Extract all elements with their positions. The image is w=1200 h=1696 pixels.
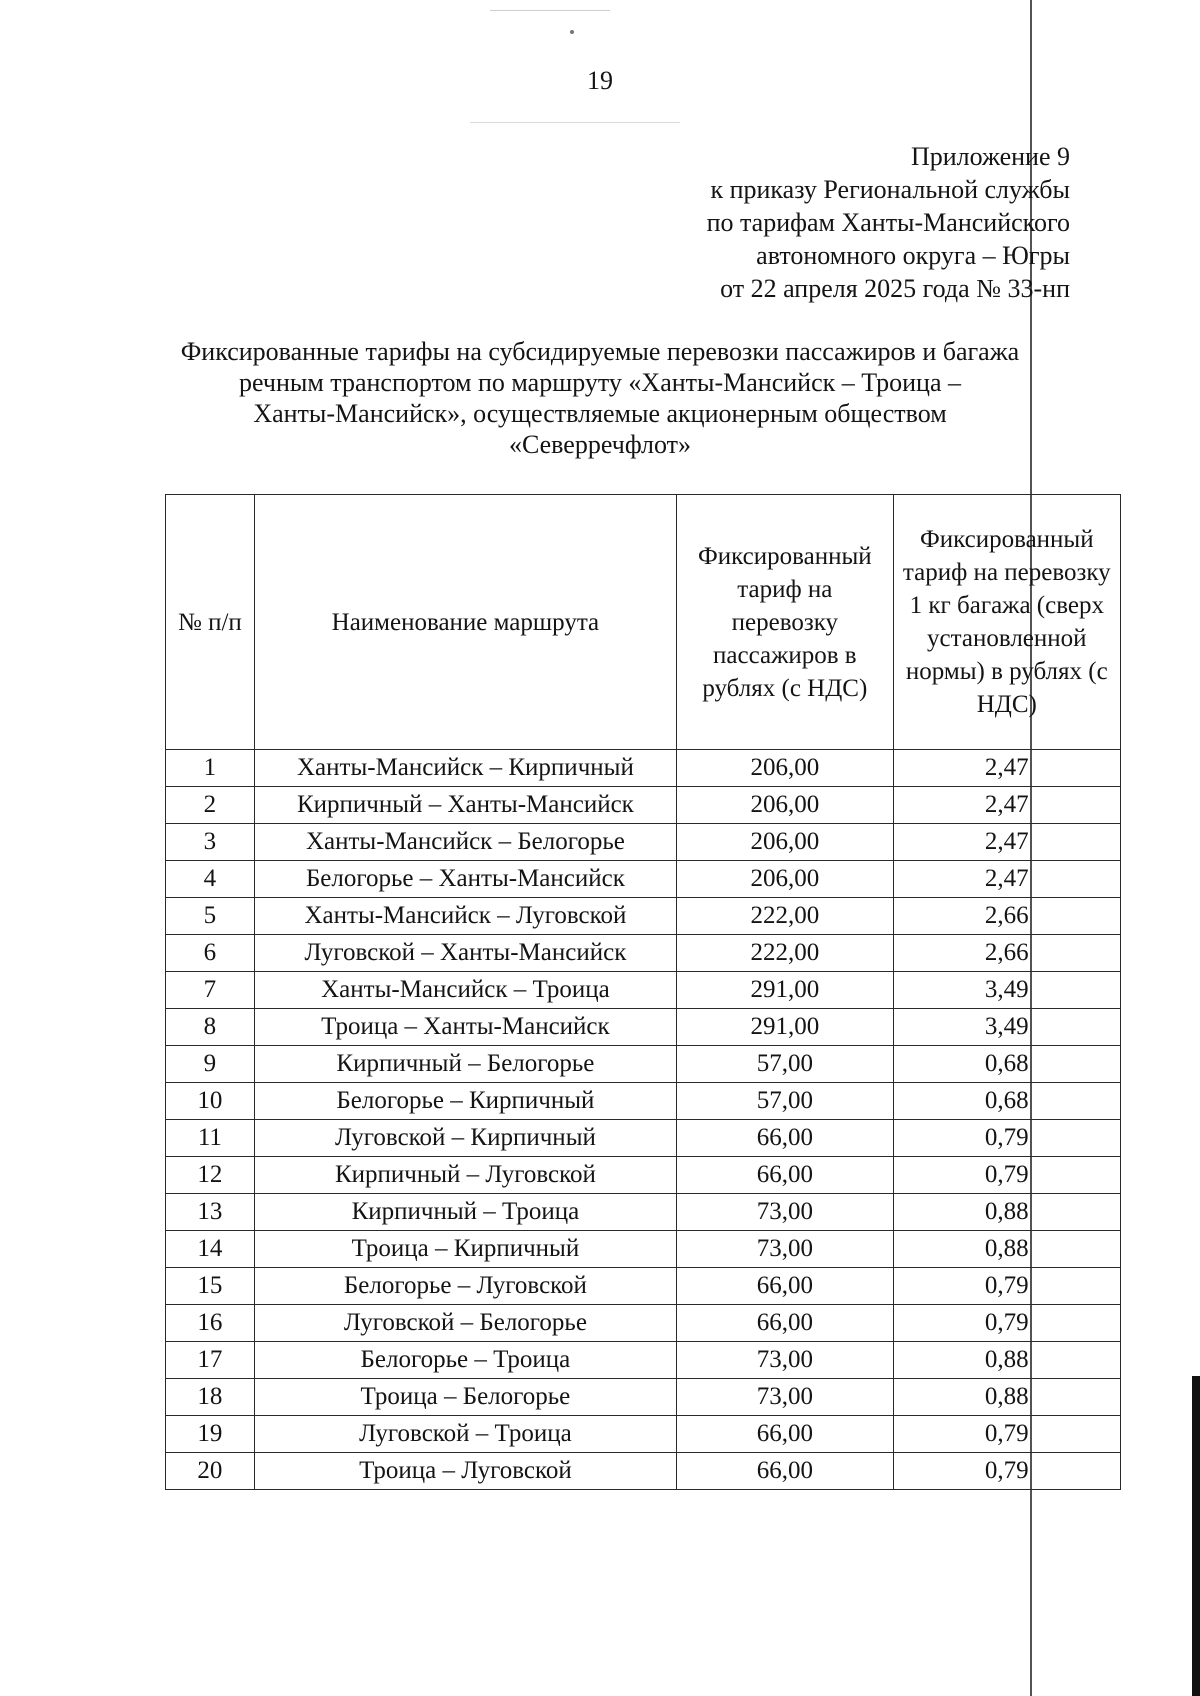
appendix-line: Приложение 9	[910, 142, 1070, 171]
cell-num: 14	[166, 1231, 255, 1268]
table-row	[166, 1009, 1121, 1046]
cell-passenger-tariff: 73,00	[677, 1231, 894, 1268]
appendix-block	[707, 140, 1070, 305]
table-row	[166, 861, 1121, 898]
cell-route: Ханты-Мансийск – Троица	[254, 972, 676, 1009]
cell-baggage-tariff: 0,68	[893, 1083, 1120, 1120]
scan-noise	[490, 10, 610, 11]
header-passenger-tariff: Фиксированный тариф на перевозку пассажиров в рублях (с НДС)	[677, 495, 894, 750]
cell-passenger-tariff: 66,00	[677, 1453, 894, 1490]
cell-passenger-tariff: 206,00	[677, 824, 894, 861]
cell-baggage-tariff: 0,68	[893, 1046, 1120, 1083]
cell-route: Кирпичный – Белогорье	[254, 1046, 676, 1083]
cell-passenger-tariff: 66,00	[677, 1157, 894, 1194]
cell-baggage-tariff: 0,88	[893, 1231, 1120, 1268]
cell-num: 12	[166, 1157, 255, 1194]
cell-route: Луговской – Белогорье	[254, 1305, 676, 1342]
cell-passenger-tariff: 66,00	[677, 1305, 894, 1342]
cell-route: Ханты-Мансийск – Луговской	[254, 898, 676, 935]
cell-baggage-tariff: 2,66	[893, 898, 1120, 935]
cell-baggage-tariff: 2,47	[893, 787, 1120, 824]
scan-edge-bar	[1192, 1376, 1200, 1696]
table-row	[166, 1120, 1121, 1157]
cell-passenger-tariff: 222,00	[677, 898, 894, 935]
cell-passenger-tariff: 73,00	[677, 1379, 894, 1416]
cell-num: 5	[166, 898, 255, 935]
cell-baggage-tariff: 3,49	[893, 972, 1120, 1009]
table-row	[166, 972, 1121, 1009]
cell-baggage-tariff: 2,47	[893, 861, 1120, 898]
title-line: речным транспортом по маршруту «Ханты-Мансийск – Троица –	[238, 368, 962, 397]
title-line: «Северречфлот»	[508, 430, 692, 459]
table-body	[166, 750, 1121, 1490]
cell-num: 15	[166, 1268, 255, 1305]
cell-num: 9	[166, 1046, 255, 1083]
cell-passenger-tariff: 66,00	[677, 1268, 894, 1305]
cell-route: Кирпичный – Луговской	[254, 1157, 676, 1194]
cell-passenger-tariff: 206,00	[677, 861, 894, 898]
cell-passenger-tariff: 222,00	[677, 935, 894, 972]
cell-passenger-tariff: 57,00	[677, 1046, 894, 1083]
cell-baggage-tariff: 0,88	[893, 1194, 1120, 1231]
cell-route: Белогорье – Троица	[254, 1342, 676, 1379]
cell-passenger-tariff: 206,00	[677, 750, 894, 787]
cell-num: 1	[166, 750, 255, 787]
cell-baggage-tariff: 2,66	[893, 935, 1120, 972]
cell-baggage-tariff: 0,79	[893, 1157, 1120, 1194]
appendix-line: по тарифам Ханты-Мансийского	[706, 208, 1070, 237]
table-row	[166, 935, 1121, 972]
cell-baggage-tariff: 0,79	[893, 1416, 1120, 1453]
cell-passenger-tariff: 73,00	[677, 1194, 894, 1231]
appendix-line: к приказу Региональной службы	[710, 175, 1070, 204]
cell-num: 16	[166, 1305, 255, 1342]
table-row	[166, 1231, 1121, 1268]
cell-num: 13	[166, 1194, 255, 1231]
cell-route: Троица – Кирпичный	[254, 1231, 676, 1268]
cell-route: Луговской – Ханты-Мансийск	[254, 935, 676, 972]
header-num: № п/п	[166, 495, 255, 750]
title-line: Ханты-Мансийск», осуществляемые акционерным обществом	[253, 399, 947, 428]
cell-baggage-tariff: 0,79	[893, 1305, 1120, 1342]
cell-num: 8	[166, 1009, 255, 1046]
cell-passenger-tariff: 73,00	[677, 1342, 894, 1379]
cell-route: Луговской – Троица	[254, 1416, 676, 1453]
cell-route: Троица – Ханты-Мансийск	[254, 1009, 676, 1046]
cell-passenger-tariff: 206,00	[677, 787, 894, 824]
table-row	[166, 1046, 1121, 1083]
cell-baggage-tariff: 2,47	[893, 750, 1120, 787]
table-row	[166, 1305, 1121, 1342]
cell-passenger-tariff: 66,00	[677, 1120, 894, 1157]
table-row	[166, 898, 1121, 935]
cell-route: Луговской – Кирпичный	[254, 1120, 676, 1157]
cell-num: 10	[166, 1083, 255, 1120]
table-row	[166, 1416, 1121, 1453]
cell-route: Белогорье – Ханты-Мансийск	[254, 861, 676, 898]
cell-passenger-tariff: 291,00	[677, 972, 894, 1009]
table-row	[166, 1157, 1121, 1194]
cell-route: Ханты-Мансийск – Белогорье	[254, 824, 676, 861]
cell-route: Белогорье – Луговской	[254, 1268, 676, 1305]
cell-baggage-tariff: 0,79	[893, 1453, 1120, 1490]
cell-passenger-tariff: 66,00	[677, 1416, 894, 1453]
table-header	[166, 495, 1121, 750]
table-row	[166, 1453, 1121, 1490]
cell-baggage-tariff: 0,88	[893, 1342, 1120, 1379]
cell-num: 18	[166, 1379, 255, 1416]
title-line: Фиксированные тарифы на субсидируемые перевозки пассажиров и багажа	[180, 337, 1020, 366]
header-route: Наименование маршрута	[254, 495, 676, 750]
scan-speck	[570, 30, 574, 34]
cell-route: Троица – Луговской	[254, 1453, 676, 1490]
scan-noise	[470, 122, 680, 123]
table-row	[166, 750, 1121, 787]
document-title	[150, 336, 1050, 460]
cell-route: Кирпичный – Троица	[254, 1194, 676, 1231]
table-row	[166, 1342, 1121, 1379]
cell-route: Ханты-Мансийск – Кирпичный	[254, 750, 676, 787]
cell-baggage-tariff: 3,49	[893, 1009, 1120, 1046]
cell-num: 11	[166, 1120, 255, 1157]
table-row	[166, 787, 1121, 824]
cell-num: 4	[166, 861, 255, 898]
cell-baggage-tariff: 0,79	[893, 1268, 1120, 1305]
cell-route: Белогорье – Кирпичный	[254, 1083, 676, 1120]
table-row	[166, 1194, 1121, 1231]
tariff-table	[165, 494, 1121, 1490]
table-row	[166, 1379, 1121, 1416]
cell-num: 3	[166, 824, 255, 861]
cell-num: 20	[166, 1453, 255, 1490]
appendix-line: от 22 апреля 2025 года № 33-нп	[720, 274, 1070, 303]
cell-route: Кирпичный – Ханты-Мансийск	[254, 787, 676, 824]
header-baggage-tariff: Фиксированный тариф на перевозку 1 кг багажа (сверх установленной нормы) в рублях (с НДС)	[893, 495, 1120, 750]
cell-num: 6	[166, 935, 255, 972]
cell-num: 19	[166, 1416, 255, 1453]
cell-baggage-tariff: 0,88	[893, 1379, 1120, 1416]
cell-baggage-tariff: 2,47	[893, 824, 1120, 861]
cell-route: Троица – Белогорье	[254, 1379, 676, 1416]
page-number: 19	[587, 66, 613, 95]
table-row	[166, 1268, 1121, 1305]
table-row	[166, 824, 1121, 861]
appendix-line: автономного округа – Югры	[756, 241, 1070, 270]
cell-num: 17	[166, 1342, 255, 1379]
cell-num: 7	[166, 972, 255, 1009]
cell-passenger-tariff: 291,00	[677, 1009, 894, 1046]
cell-num: 2	[166, 787, 255, 824]
cell-baggage-tariff: 0,79	[893, 1120, 1120, 1157]
table-row	[166, 1083, 1121, 1120]
cell-passenger-tariff: 57,00	[677, 1083, 894, 1120]
